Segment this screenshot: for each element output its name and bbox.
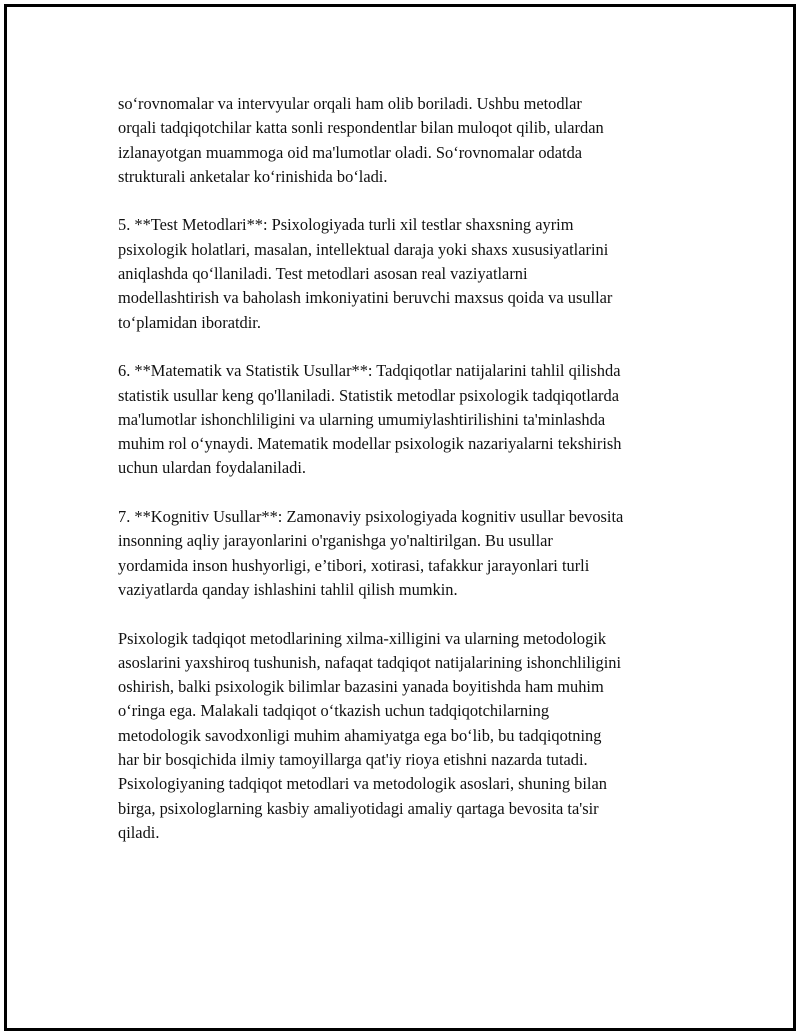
document-body — [118, 92, 698, 870]
paragraph-math-statistical-methods: 6. **Matematik va Statistik Usullar**: Tadqiqotlar natijalarini tahlil qilishda statistik usullar keng qo'llaniladi. Statistik metodlar psixologik tadqiqotlarda ma'lumotlar ishonchliligini va ularning umumiylashtirilishini ta'minlashda muhim rol o‘ynaydi. Matematik modellar psixologik nazariyalarni tekshirish uchun ulardan foydalaniladi. — [118, 361, 622, 478]
paragraph-conclusion: Psixologik tadqiqot metodlarining xilma-xilligini va ularning metodologik asoslarini yaxshiroq tushunish, nafaqat tadqiqot natijalarining ishonchliligini oshirish, balki psixologik bilimlar bazasini yanada boyitishda ham muhim o‘ringa ega. Malakali tadqiqot o‘tkazish uchun tadqiqotchilarning metodologik savodxonligi muhim ahamiyatga ega bo‘lib, bu tadqiqotning har bir bosqichida ilmiy tamoyillarga qat'iy rioya etishni nazarda tutadi. Psixologiyaning tadqiqot metodlari va metodologik asoslari, shuning bilan birga, psixologlarning kasbiy amaliyotidagi amaliy qartaga bevosita ta'sir qiladi. — [118, 628, 622, 842]
paragraph-test-methods: 5. **Test Metodlari**: Psixologiyada turli xil testlar shaxsning ayrim psixologik holatlari, masalan, intellektual daraja yoki shaxs xususiyatlarini aniqlashda qo‘llaniladi. Test metodlari asosan real vaziyatlarni modellashtirish va baholash imkoniyatini beruvchi maxsus qoida va usullar to‘plamidan iboratdir. — [118, 215, 613, 332]
paragraph-cognitive-methods: 7. **Kognitiv Usullar**: Zamonaviy psixologiyada kognitiv usullar bevosita insonning aqliy jarayonlarini o'rganishga yo'naltirilgan. Bu usullar yordamida inson hushyorligi, e’tibori, xotirasi, tafakkur jarayonlari turli vaziyatlarda qanday ishlashini tahlil qilish mumkin. — [118, 507, 624, 599]
paragraph-surveys-continuation: so‘rovnomalar va intervyular orqali ham olib boriladi. Ushbu metodlar orqali tadqiqotchilar katta sonli respondentlar bilan muloqot qilib, ulardan izlanayotgan muammoga oid ma'lumotlar oladi. So‘rovnomalar odatda strukturali anketalar ko‘rinishida bo‘ladi. — [118, 94, 604, 186]
